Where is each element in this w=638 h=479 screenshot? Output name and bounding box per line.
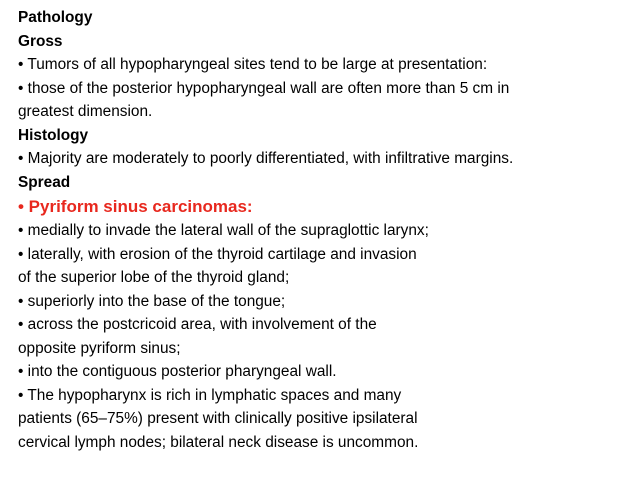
- spread-highlight: • Pyriform sinus carcinomas:: [18, 197, 253, 216]
- gross-line: • Tumors of all hypopharyngeal sites tend to be large at presentation:: [18, 56, 488, 73]
- spread-line: of the superior lobe of the thyroid gland;: [18, 269, 290, 286]
- spread-line: • superiorly into the base of the tongue;: [18, 292, 286, 310]
- spread-line: • laterally, with erosion of the thyroid cartilage and invasion: [18, 245, 417, 263]
- spread-line: • medially to invade the lateral wall of the supraglottic larynx;: [18, 222, 429, 239]
- spread-line: • into the contiguous posterior pharyngeal wall.: [18, 363, 337, 380]
- histology-line: • Majority are moderately to poorly differentiated, with infiltrative margins.: [18, 150, 514, 167]
- spread-line: patients (65–75%) present with clinically positive ipsilateral: [18, 410, 418, 427]
- spread-line: • across the postcricoid area, with involvement of the: [18, 316, 377, 333]
- slide-content: [18, 6, 630, 454]
- spread-line: cervical lymph nodes; bilateral neck disease is uncommon.: [18, 433, 419, 451]
- heading-histology: Histology: [18, 126, 89, 144]
- spread-line: opposite pyriform sinus;: [18, 339, 181, 357]
- gross-line: • those of the posterior hypopharyngeal wall are often more than 5 cm in: [18, 79, 510, 97]
- spread-line: • The hypopharynx is rich in lymphatic spaces and many: [18, 386, 402, 404]
- heading-pathology: Pathology: [18, 9, 93, 26]
- gross-line: greatest dimension.: [18, 103, 153, 120]
- heading-spread: Spread: [18, 173, 71, 191]
- heading-gross: Gross: [18, 32, 63, 50]
